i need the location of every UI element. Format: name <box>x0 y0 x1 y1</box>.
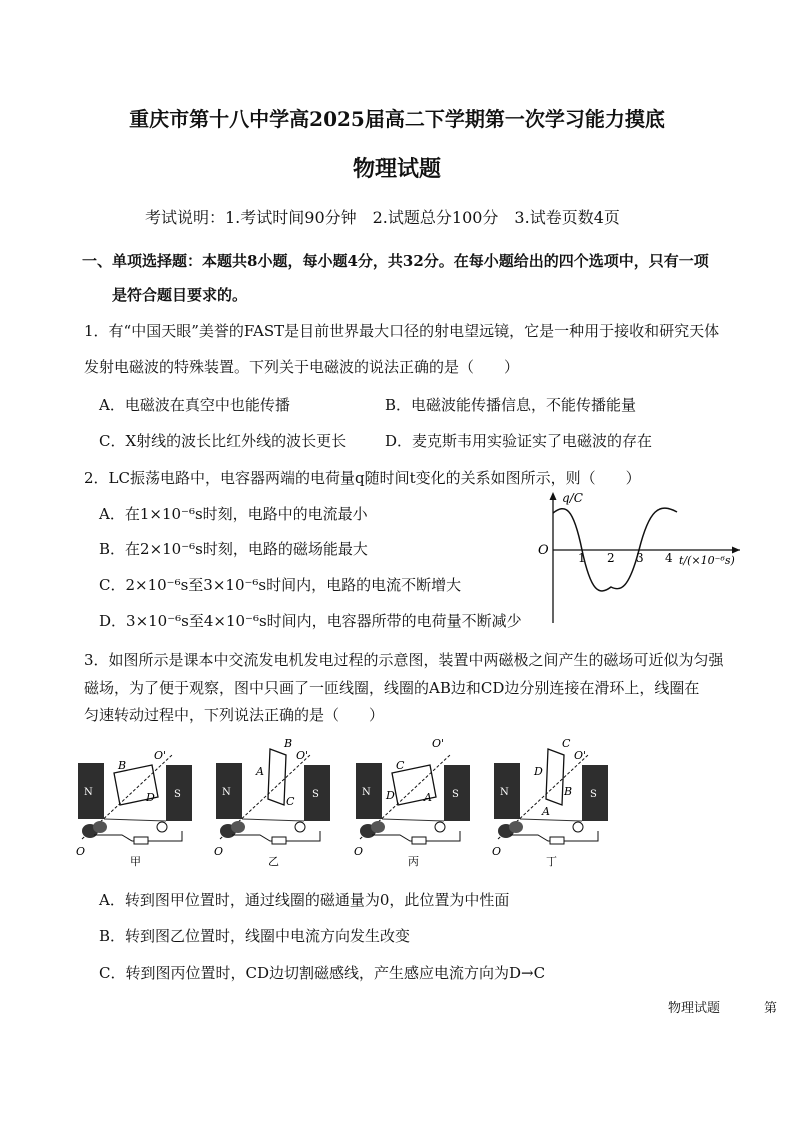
q2-graph <box>535 488 750 628</box>
label-d: D <box>534 765 543 778</box>
q1-option-a: A．电磁波在真空中也能传播 <box>99 396 290 414</box>
q1-stem-line2: 发射电磁波的特殊装置。下列关于电磁波的说法正确的是（ ） <box>84 358 520 376</box>
q1-stem-line1: 1．有“中国天眼”美誉的FAST是目前世界最大口径的射电望远镜，它是一种用于接收和研究天体 <box>84 322 720 340</box>
label-n: N <box>500 787 509 798</box>
q2-option-d: D．3×10⁻⁶s至4×10⁻⁶s时间内，电容器所带的电荷量不断减少 <box>99 612 522 630</box>
label-o: O <box>214 845 224 858</box>
slip-ring <box>231 821 245 833</box>
page-title: 重庆市第十八中学高2025届高二下学期第一次学习能力摸底 <box>129 107 665 131</box>
subject-title: 物理试题 <box>352 156 441 182</box>
q3-stem-line2: 磁场，为了便于观察，图中只画了一匝线圈，线圈的AB边和CD边分别连接在滑环上，线圈在 <box>84 679 700 697</box>
label-o-prime: O' <box>296 749 309 762</box>
q2-graph-xlabel: t/(×10⁻⁶s) <box>679 554 735 567</box>
label-n: N <box>84 787 93 798</box>
q2-graph-origin: O <box>538 543 549 558</box>
label-c: C <box>396 759 405 772</box>
label-o-prime: O' <box>432 737 445 750</box>
q1-option-b: B．电磁波能传播信息，不能传播能量 <box>385 396 637 414</box>
footer-page: 第 <box>764 1001 778 1016</box>
figure-caption: 乙 <box>268 855 279 868</box>
q2-graph-ylabel: q/C <box>562 491 583 505</box>
label-o: O <box>492 845 502 858</box>
figure-caption: 丙 <box>408 855 419 868</box>
q2-option-a: A．在1×10⁻⁶s时刻，电路中的电流最小 <box>99 505 368 523</box>
q2-option-c: C．2×10⁻⁶s至3×10⁻⁶s时间内，电路的电流不断增大 <box>99 576 462 594</box>
slip-ring <box>371 821 385 833</box>
ammeter <box>573 822 583 832</box>
magnet-base-edge <box>242 819 304 821</box>
q3-figure-ding <box>488 735 618 870</box>
q2-graph-y-arrow <box>550 492 557 500</box>
label-n: N <box>222 787 231 798</box>
q3-stem-line3: 匀速转动过程中，下列说法正确的是（ ） <box>84 706 385 724</box>
q1-option-c: C．X射线的波长比红外线的波长更长 <box>99 432 347 450</box>
slip-ring <box>93 821 107 833</box>
label-a: A <box>542 805 550 818</box>
q2-graph-tick: 4 <box>665 551 673 565</box>
coil-loop <box>268 749 286 805</box>
label-s: S <box>590 789 597 800</box>
resistor <box>412 837 426 844</box>
label-n: N <box>362 787 371 798</box>
label-c: C <box>286 795 295 808</box>
figure-caption: 甲 <box>130 855 141 868</box>
exam-note: 考试说明：1.考试时间90分钟 2.试题总分100分 3.试卷页数4页 <box>145 208 620 227</box>
label-d: D <box>146 791 155 804</box>
q3-option-a: A．转到图甲位置时，通过线圈的磁通量为0，此位置为中性面 <box>99 891 510 909</box>
label-a: A <box>256 765 264 778</box>
q3-option-c: C．转到图丙位置时，CD边切割磁感线，产生感应电流方向为D→C <box>99 964 546 982</box>
label-s: S <box>312 789 319 800</box>
section1-intro-line1: 一、单项选择题：本题共8小题，每小题4分，共32分。在每小题给出的四个选项中，只有一项 <box>82 252 709 270</box>
resistor <box>550 837 564 844</box>
label-s: S <box>452 789 459 800</box>
q3-figure-jia <box>72 735 202 870</box>
label-a: A <box>424 791 432 804</box>
q1-option-d: D．麦克斯韦用实验证实了电磁波的存在 <box>385 432 653 450</box>
label-b: B <box>284 737 293 750</box>
q2-graph-x-arrow <box>732 547 740 554</box>
label-b: B <box>118 759 127 772</box>
q3-figure-bing <box>350 735 480 870</box>
label-d: D <box>386 789 395 802</box>
coil-loop <box>546 749 564 805</box>
label-o: O <box>76 845 86 858</box>
q2-stem: 2．LC振荡电路中，电容器两端的电荷量q随时间t变化的关系如图所示，则（ ） <box>84 469 641 487</box>
ammeter <box>295 822 305 832</box>
label-o-prime: O' <box>574 749 587 762</box>
q2-graph-tick: 2 <box>607 551 615 565</box>
ammeter <box>157 822 167 832</box>
label-b: B <box>564 785 573 798</box>
figure-caption: 丁 <box>546 855 557 868</box>
q2-option-b: B．在2×10⁻⁶s时刻，电路的磁场能最大 <box>99 540 368 558</box>
footer-subject: 物理试题 <box>668 1001 721 1016</box>
label-o-prime: O' <box>154 749 167 762</box>
label-s: S <box>174 789 181 800</box>
label-c: C <box>562 737 571 750</box>
q3-option-b: B．转到图乙位置时，线圈中电流方向发生改变 <box>99 927 411 945</box>
magnet-base-edge <box>520 819 582 821</box>
ammeter <box>435 822 445 832</box>
label-o: O <box>354 845 364 858</box>
magnet-base-edge <box>382 819 444 821</box>
resistor <box>134 837 148 844</box>
q2-graph-tick: 3 <box>636 551 644 565</box>
magnet-base-edge <box>104 819 166 821</box>
q3-figure-yi <box>210 735 340 870</box>
q2-graph-tick: 1 <box>578 551 586 565</box>
section1-intro-line2: 是符合题目要求的。 <box>112 286 248 304</box>
slip-ring <box>509 821 523 833</box>
resistor <box>272 837 286 844</box>
q3-stem-line1: 3．如图所示是课本中交流发电机发电过程的示意图，装置中两磁极之间产生的磁场可近似为匀强 <box>84 651 724 669</box>
